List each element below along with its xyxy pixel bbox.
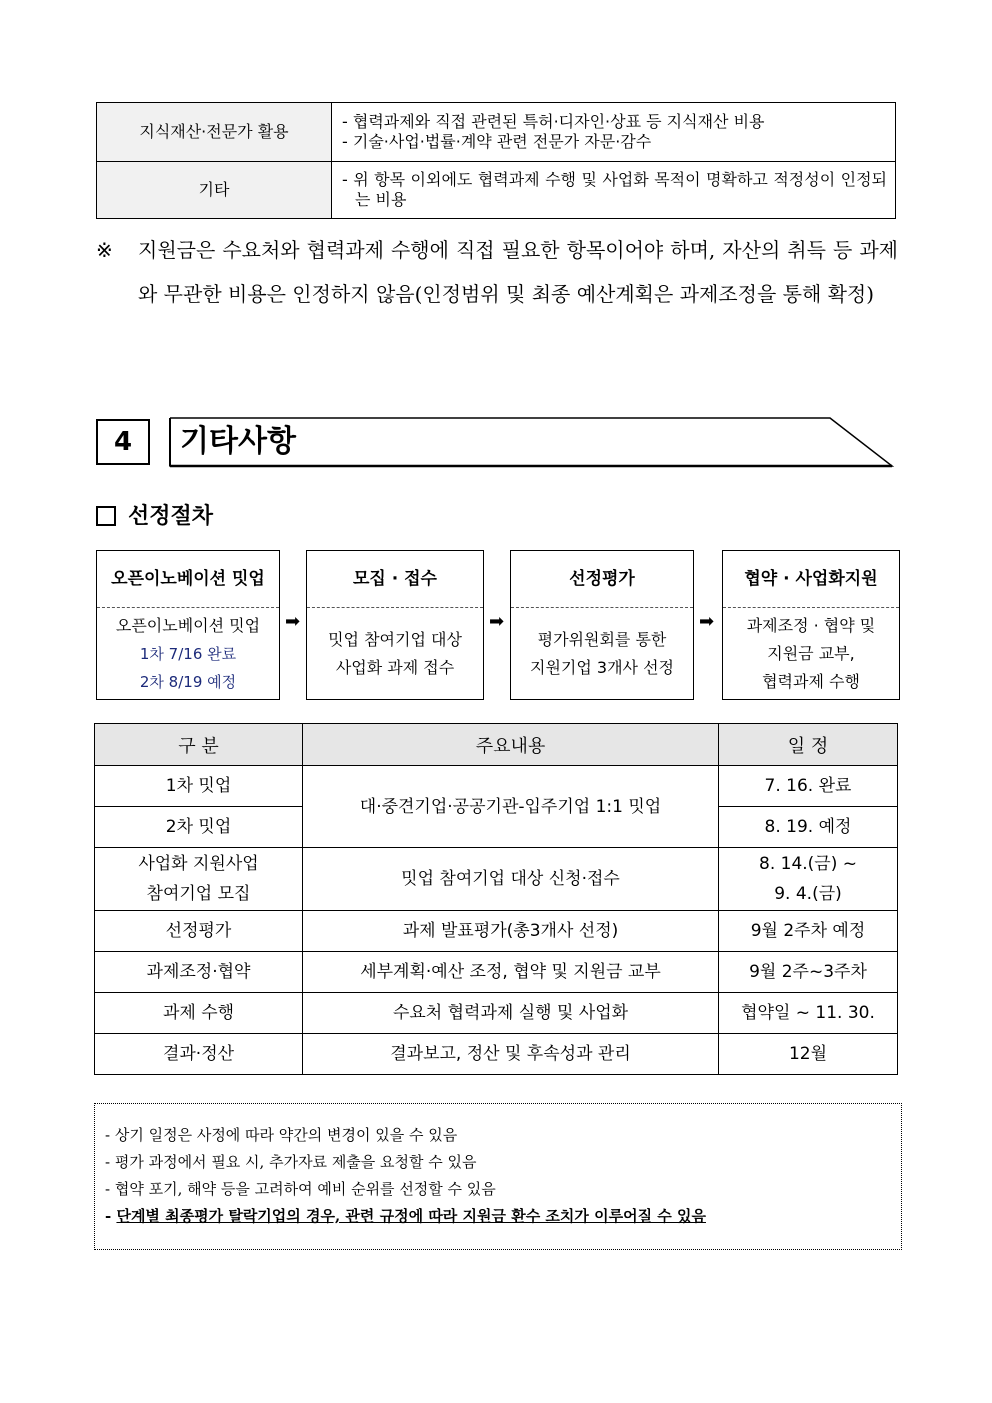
cost-desc-etc	[332, 162, 896, 219]
cell-content: 밋업 참여기업 대상 신청·접수	[303, 848, 719, 911]
cell-category: 2차 밋업	[95, 807, 303, 848]
notice-dash: -	[105, 1207, 117, 1225]
cost-line: - 기술·사업·법률·계약 관련 전문가 자문·감수	[342, 132, 652, 151]
step-line: 과제조정 · 협약 및	[746, 616, 876, 635]
cell-date: 7. 16. 완료	[719, 766, 898, 807]
cell-category: 과제 수행	[95, 993, 303, 1034]
arrow-right-icon: ➡	[285, 611, 301, 632]
arrow-right-icon: ➡	[699, 611, 715, 632]
table-header-row	[95, 724, 898, 766]
step-title: 모집 · 접수	[307, 551, 483, 608]
cell-date: 8. 19. 예정	[719, 807, 898, 848]
col-header-date: 일 정	[719, 724, 898, 766]
cell-date: 9월 2주차 예정	[719, 911, 898, 952]
cell-date: 협약일 ~ 11. 30.	[719, 993, 898, 1034]
step-line: 밋업 참여기업 대상	[328, 630, 462, 649]
cell-category: 1차 밋업	[95, 766, 303, 807]
cell-category: 사업화 지원사업 참여기업 모집	[95, 848, 303, 911]
cost-line: - 위 항목 이외에도 협력과제 수행 및 사업화 목적이 명확하고 적정성이 인정되는 비용	[342, 170, 887, 209]
cell-date: 8. 14.(금) ~ 9. 4.(금)	[719, 848, 898, 911]
step-title: 협약 · 사업화지원	[723, 551, 899, 608]
subheading-text: 선정절차	[128, 503, 214, 529]
cell-content: 과제 발표평가(총3개사 선정)	[303, 911, 719, 952]
reference-mark: ※	[96, 238, 113, 262]
step-line: 오픈이노베이션 밋업	[115, 616, 261, 635]
section-number: 4	[96, 419, 150, 465]
step-title: 선정평가	[511, 551, 693, 608]
cell-content: 세부계획·예산 조정, 협약 및 지원금 교부	[303, 952, 719, 993]
subheading	[96, 498, 213, 534]
process-step-agreement	[722, 550, 900, 700]
notice-emphasis-text: 단계별 최종평가 탈락기업의 경우, 관련 규정에 따라 지원금 환수 조치가 이루어질 수 있음	[116, 1207, 706, 1225]
step-line: 지원기업 3개사 선정	[530, 658, 674, 677]
step-content	[97, 608, 279, 700]
table-row	[95, 766, 898, 807]
table-row	[97, 103, 896, 162]
schedule-table	[94, 723, 898, 1075]
step-line: 협력과제 수행	[762, 672, 860, 691]
cost-label-etc: 기타	[97, 162, 332, 219]
step-content	[307, 608, 483, 700]
cell-content: 수요처 협력과제 실행 및 사업화	[303, 993, 719, 1034]
cost-table	[96, 102, 896, 219]
table-row	[95, 848, 898, 911]
step-subline: 1차 7/16 완료	[139, 645, 237, 663]
note-text: 지원금은 수요처와 협력과제 수행에 직접 필요한 항목이어야 하며, 자산의 취득 등 과제와 무관한 비용은 인정하지 않음(인정범위 및 최종 예산계획은 과제조정을 통해 확정)	[138, 238, 898, 306]
table-row	[97, 162, 896, 219]
step-content	[723, 608, 899, 700]
step-title: 오픈이노베이션 밋업	[97, 551, 279, 608]
col-header-content: 주요내용	[303, 724, 719, 766]
step-subline: 2차 8/19 예정	[139, 673, 237, 691]
budget-note	[96, 228, 898, 316]
cell-category: 결과·정산	[95, 1034, 303, 1075]
table-row	[95, 993, 898, 1034]
process-step-meetup	[96, 550, 280, 700]
step-content	[511, 608, 693, 700]
cell-date: 12월	[719, 1034, 898, 1075]
cost-line: - 협력과제와 직접 관련된 특허·디자인·상표 등 지식재산 비용	[342, 112, 765, 131]
table-row	[95, 952, 898, 993]
step-line: 사업화 과제 접수	[335, 658, 455, 677]
notice-item: - 평가 과정에서 필요 시, 추가자료 제출을 요청할 수 있음	[105, 1153, 477, 1171]
notice-item: - 상기 일정은 사정에 따라 약간의 변경이 있을 수 있음	[105, 1126, 458, 1144]
section-title: 기타사항	[180, 424, 296, 459]
cell-content: 결과보고, 정산 및 후속성과 관리	[303, 1034, 719, 1075]
step-line: 지원금 교부,	[767, 644, 855, 663]
process-step-application	[306, 550, 484, 700]
notice-item: - 협약 포기, 해약 등을 고려하여 예비 순위를 선정할 수 있음	[105, 1180, 496, 1198]
step-line: 평가위원회를 통한	[537, 630, 667, 649]
cell-category: 선정평가	[95, 911, 303, 952]
table-row	[95, 1034, 898, 1075]
notice-item-emphasis	[105, 1205, 706, 1227]
notice-box	[94, 1103, 902, 1250]
cell-date: 9월 2주~3주차	[719, 952, 898, 993]
col-header-category: 구 분	[95, 724, 303, 766]
cell-content: 대·중견기업·공공기관-입주기업 1:1 밋업	[303, 766, 719, 848]
arrow-right-icon: ➡	[489, 611, 505, 632]
checkbox-square-icon	[96, 506, 116, 526]
cost-label-ip: 지식재산·전문가 활용	[97, 103, 332, 162]
cost-desc-ip	[332, 103, 896, 162]
cell-category: 과제조정·협약	[95, 952, 303, 993]
process-step-evaluation	[510, 550, 694, 700]
table-row	[95, 911, 898, 952]
